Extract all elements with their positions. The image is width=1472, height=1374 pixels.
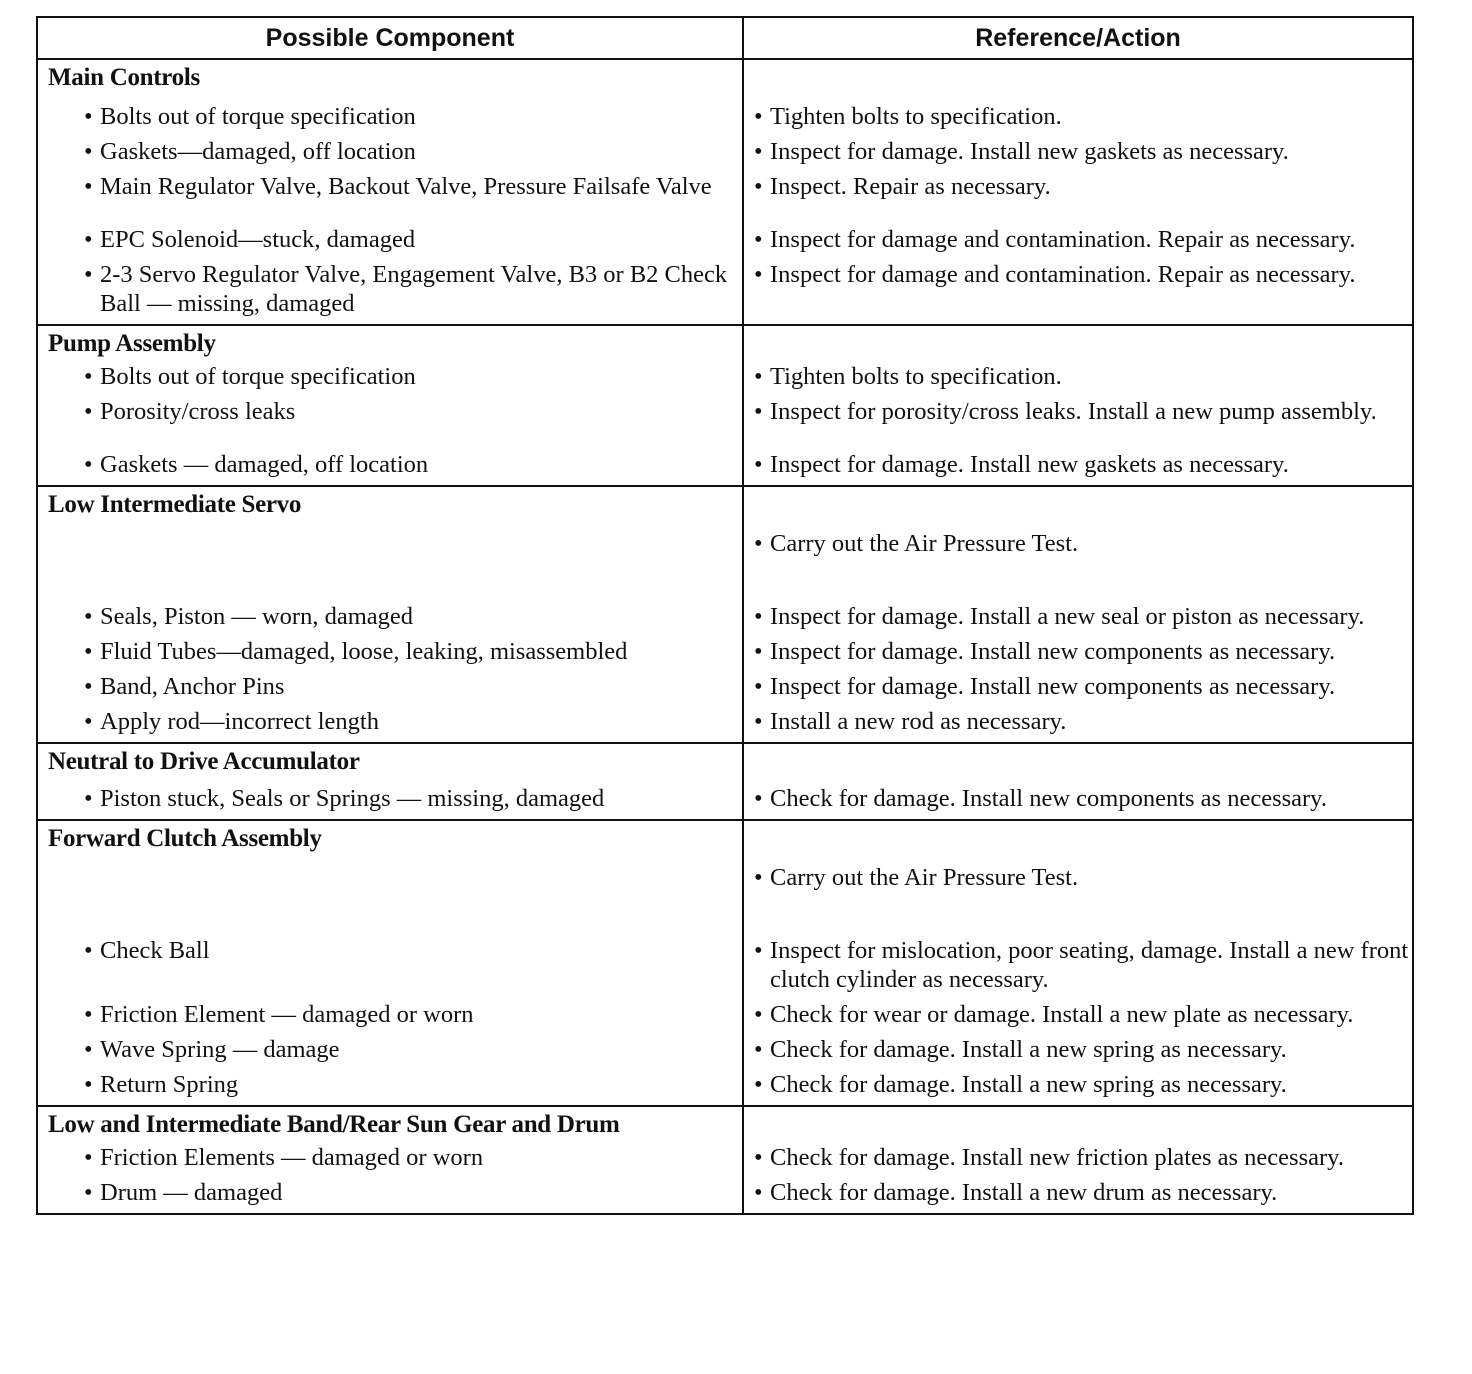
bullet-icon: • (754, 451, 763, 478)
section-row (37, 820, 1413, 1106)
component-item (38, 1000, 742, 1029)
component-item (38, 707, 742, 736)
bullet-icon: • (754, 530, 763, 557)
bullet-icon: • (754, 1071, 763, 1098)
component-item (38, 602, 742, 631)
bullet-icon: • (754, 638, 763, 665)
component-text: Return Spring (100, 1071, 239, 1098)
bullet-icon: • (754, 398, 763, 425)
bullet-icon: • (84, 173, 93, 200)
component-item (38, 1178, 742, 1207)
action-item (744, 172, 1412, 201)
action-cell (743, 820, 1413, 1106)
component-cell (37, 59, 743, 325)
component-cell (37, 325, 743, 486)
bullet-icon: • (754, 173, 763, 200)
component-item (38, 225, 742, 254)
action-item (744, 707, 1412, 736)
action-cell (743, 486, 1413, 743)
bullet-icon: • (754, 603, 763, 630)
bullet-icon: • (754, 261, 763, 288)
component-item (38, 172, 742, 201)
component-item (38, 672, 742, 701)
section-row (37, 59, 1413, 325)
component-text: Bolts out of torque specification (100, 103, 416, 130)
action-item (744, 672, 1412, 701)
header-reference-action: Reference/Action (743, 17, 1413, 59)
component-text: Apply rod—incorrect length (100, 708, 379, 735)
bullet-icon: • (84, 937, 93, 964)
component-text: Fluid Tubes—damaged, loose, leaking, misassembled (100, 638, 628, 665)
component-item (38, 936, 742, 994)
component-item (38, 1035, 742, 1064)
bullet-icon: • (84, 603, 93, 630)
bullet-icon: • (84, 103, 93, 130)
component-item (38, 397, 742, 426)
action-text: Inspect for damage. Install new gaskets as necessary. (770, 451, 1289, 478)
bullet-icon: • (754, 1179, 763, 1206)
bullet-icon: • (754, 1001, 763, 1028)
bullet-icon: • (754, 138, 763, 165)
title-spacer (744, 1107, 1412, 1143)
action-text: Inspect for porosity/cross leaks. Install a new pump assembly. (770, 398, 1377, 425)
action-text: Inspect for damage. Install new components as necessary. (770, 638, 1336, 665)
bullet-icon: • (754, 673, 763, 700)
bullet-icon: • (754, 937, 763, 964)
component-text: 2-3 Servo Regulator Valve, Engagement Valve, B3 or B2 Check Ball — missing, damaged (100, 261, 728, 317)
action-text: Tighten bolts to specification. (770, 363, 1062, 390)
component-text: Main Regulator Valve, Backout Valve, Pressure Failsafe Valve (100, 173, 712, 200)
component-cell (37, 820, 743, 1106)
section-title: Forward Clutch Assembly (48, 825, 322, 852)
action-text: Check for damage. Install a new spring as necessary. (770, 1036, 1287, 1063)
action-text: Inspect for damage and contamination. Repair as necessary. (770, 226, 1356, 253)
component-item (38, 137, 742, 166)
action-text: Inspect for damage. Install new gaskets as necessary. (770, 138, 1289, 165)
bullet-icon: • (754, 864, 763, 891)
component-item (38, 450, 742, 479)
section-row (37, 743, 1413, 820)
action-text: Inspect for damage and contamination. Repair as necessary. (770, 261, 1356, 288)
component-text: Gaskets—damaged, off location (100, 138, 416, 165)
action-text: Check for damage. Install a new drum as necessary. (770, 1179, 1278, 1206)
title-spacer (744, 821, 1412, 857)
bullet-icon: • (84, 1179, 93, 1206)
section-row (37, 1106, 1413, 1214)
action-text: Check for damage. Install new components as necessary. (770, 785, 1327, 812)
bullet-icon: • (84, 1144, 93, 1171)
action-item (744, 450, 1412, 479)
action-item (744, 936, 1412, 994)
bullet-icon: • (84, 673, 93, 700)
header-possible-component: Possible Component (37, 17, 743, 59)
component-item (38, 784, 742, 813)
bullet-icon: • (754, 226, 763, 253)
bullet-icon: • (84, 1001, 93, 1028)
action-cell (743, 743, 1413, 820)
component-item (38, 863, 742, 892)
action-item (744, 784, 1412, 813)
component-text: Gaskets — damaged, off location (100, 451, 429, 478)
section-title: Low Intermediate Servo (48, 491, 302, 518)
bullet-icon: • (84, 785, 93, 812)
bullet-icon: • (84, 1071, 93, 1098)
action-text: Check for wear or damage. Install a new plate as necessary. (770, 1001, 1354, 1028)
component-item (38, 362, 742, 391)
action-item (744, 137, 1412, 166)
action-text: Tighten bolts to specification. (770, 103, 1062, 130)
component-text: Bolts out of torque specification (100, 363, 416, 390)
bullet-icon: • (754, 363, 763, 390)
action-text: Carry out the Air Pressure Test. (770, 530, 1079, 557)
bullet-icon (84, 529, 100, 558)
bullet-icon: • (84, 261, 93, 288)
section-row (37, 486, 1413, 743)
component-text: EPC Solenoid—stuck, damaged (100, 226, 416, 253)
action-text: Inspect for damage. Install new components as necessary. (770, 673, 1336, 700)
action-item (744, 1178, 1412, 1207)
bullet-icon: • (84, 708, 93, 735)
component-item (38, 102, 742, 131)
action-text: Check for damage. Install new friction plates as necessary. (770, 1144, 1344, 1171)
component-text: Check Ball (100, 937, 210, 964)
action-text: Install a new rod as necessary. (770, 708, 1067, 735)
component-item (38, 260, 742, 318)
title-spacer (744, 326, 1412, 362)
action-item (744, 1070, 1412, 1099)
action-text: Check for damage. Install a new spring as necessary. (770, 1071, 1287, 1098)
component-item (38, 529, 742, 558)
bullet-icon: • (754, 103, 763, 130)
action-text: Carry out the Air Pressure Test. (770, 864, 1079, 891)
bullet-icon: • (84, 451, 93, 478)
action-item (744, 362, 1412, 391)
section-title: Neutral to Drive Accumulator (48, 748, 360, 775)
action-item (744, 225, 1412, 254)
component-text: Piston stuck, Seals or Springs — missing, damaged (100, 785, 605, 812)
component-text: Seals, Piston — worn, damaged (100, 603, 414, 630)
action-cell (743, 325, 1413, 486)
component-cell (37, 1106, 743, 1214)
component-cell (37, 486, 743, 743)
component-text: Friction Element — damaged or worn (100, 1001, 474, 1028)
action-item (744, 602, 1412, 631)
action-text: Inspect for mislocation, poor seating, damage. Install a new front clutch cylinder as necessary. (770, 937, 1409, 993)
section-title: Low and Intermediate Band/Rear Sun Gear and Drum (48, 1111, 620, 1138)
action-item (744, 260, 1412, 318)
component-text (100, 863, 742, 892)
component-text: Drum — damaged (100, 1179, 283, 1206)
component-item (38, 1143, 742, 1172)
action-cell (743, 1106, 1413, 1214)
diagnosis-table (36, 16, 1414, 1215)
bullet-icon: • (84, 638, 93, 665)
action-item (744, 863, 1412, 892)
component-text (100, 529, 742, 558)
component-text: Band, Anchor Pins (100, 673, 285, 700)
bullet-icon: • (754, 785, 763, 812)
component-item (38, 637, 742, 666)
header-row (37, 17, 1413, 59)
action-item (744, 637, 1412, 666)
action-text: Inspect for damage. Install a new seal or piston as necessary. (770, 603, 1365, 630)
component-text: Porosity/cross leaks (100, 398, 296, 425)
component-text: Wave Spring — damage (100, 1036, 340, 1063)
bullet-icon: • (754, 1144, 763, 1171)
action-item (744, 1143, 1412, 1172)
section-title: Pump Assembly (48, 330, 216, 357)
title-spacer (744, 487, 1412, 523)
title-spacer (744, 744, 1412, 780)
component-cell (37, 743, 743, 820)
action-item (744, 102, 1412, 131)
bullet-icon: • (84, 226, 93, 253)
bullet-icon: • (84, 398, 93, 425)
action-cell (743, 59, 1413, 325)
bullet-icon: • (84, 1036, 93, 1063)
section-title: Main Controls (48, 64, 200, 91)
bullet-icon: • (754, 708, 763, 735)
title-spacer (744, 60, 1412, 96)
bullet-icon: • (754, 1036, 763, 1063)
component-item (38, 1070, 742, 1099)
bullet-icon: • (84, 363, 93, 390)
bullet-icon (84, 863, 100, 892)
action-item (744, 529, 1412, 558)
bullet-icon: • (84, 138, 93, 165)
component-text: Friction Elements — damaged or worn (100, 1144, 484, 1171)
action-item (744, 1000, 1412, 1029)
action-text: Inspect. Repair as necessary. (770, 173, 1051, 200)
action-item (744, 1035, 1412, 1064)
action-item (744, 397, 1412, 426)
section-row (37, 325, 1413, 486)
